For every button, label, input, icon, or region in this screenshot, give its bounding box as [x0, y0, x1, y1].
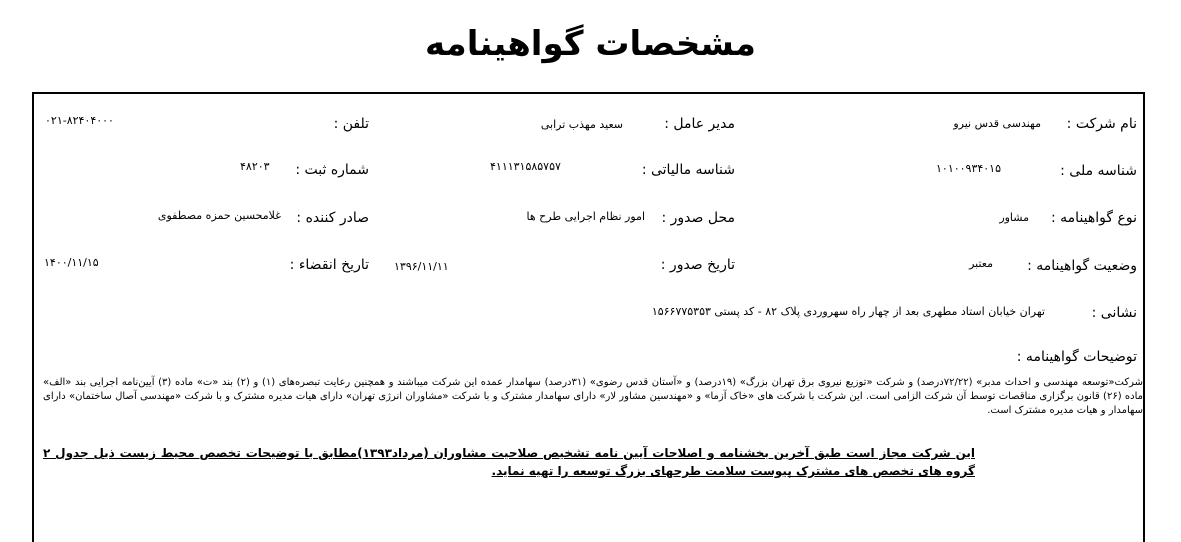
issue-place-value: امور نظام اجرایی طرح ها	[526, 210, 645, 223]
issuer-label: صادر کننده :	[296, 210, 369, 226]
expiry-date-label: تاریخ انقضاء :	[289, 257, 369, 273]
issue-place-label: محل صدور :	[661, 210, 735, 226]
description-bold-note: این شرکت مجاز است طبق آخرین بخشنامه و اصلاحات آیین نامه تشخیص صلاحیت مشاوران (مرداد۱۳۹۳)مطابق با توضیحات تخصص محیط زیست ذیل جدول ۲ گروه های تخصص های مشترک پیوست سلامت طرحهای بزرگ توسعه را تهیه نماید.	[43, 446, 975, 478]
description-label: توضیحات گواهینامه :	[1016, 349, 1137, 365]
registration-number-label: شماره ثبت :	[295, 162, 369, 178]
national-id-value: ۱۰۱۰۰۹۳۴۰۱۵	[936, 162, 1001, 175]
certificate-type-label: نوع گواهینامه :	[1051, 210, 1137, 226]
issue-date-label: تاریخ صدور :	[660, 257, 735, 273]
national-id-label: شناسه ملی :	[1060, 163, 1137, 179]
issue-date-value: ۱۳۹۶/۱۱/۱۱	[394, 260, 449, 273]
company-name-value: مهندسی قدس نیرو	[953, 117, 1041, 130]
tax-id-label: شناسه مالیاتی :	[641, 162, 735, 178]
certificate-status-value: معتبر	[969, 257, 993, 270]
page-title: مشخصات گواهینامه	[425, 24, 756, 64]
address-label: نشانی :	[1091, 305, 1137, 321]
certificate-status-label: وضعیت گواهینامه :	[1027, 258, 1137, 274]
expiry-date-value: ۱۴۰۰/۱۱/۱۵	[44, 256, 99, 269]
tax-id-value: ۴۱۱۱۳۱۵۸۵۷۵۷	[490, 160, 561, 173]
phone-label: تلفن :	[333, 116, 369, 132]
ceo-value: سعید مهذب ترابی	[540, 118, 623, 131]
company-name-label: نام شرکت :	[1066, 116, 1137, 132]
address-value: تهران خیابان استاد مطهری بعد از چهار راه سهروردی پلاک ۸۲ - کد پستی ۱۵۶۶۷۷۵۳۵۳	[651, 305, 1045, 318]
description-body: شرکت«توسعه مهندسی و احداث مدبر» (۷۲/۲۲درصد) و شرکت «توزیع نیروی برق تهران بزرگ» (۱۹درصد) و «آستان قدس رضوی» (۳۱درصد) سهامدار عمده این شرکت میباشند و همچنین رعایت تبصره‌های (۱) و (۲) بند «ت» ماده (۳) آیین‌نامه اجرایی بند «الف» ماده (۲۶) قانون برگزاری مناقصات توسط آن شرکت الزامی است. این شرکت با شرکت های «خاک آزما» و «مهندسین مشاور لار» دارای سهامدار مشترک و با شرکت «مشاوران انرژی تهران» دارای هیات مدیره مشترک و با شرکت «مهندسی آصال ساختمان» دارای سهامدار و هیات مدیره مشترک است.	[43, 377, 1143, 416]
ceo-label: مدیر عامل :	[664, 116, 735, 132]
phone-value: ۰۲۱-۸۲۴۰۴۰۰۰	[45, 114, 114, 127]
issuer-value: غلامحسین حمزه مصطفوی	[157, 209, 281, 222]
registration-number-value: ۴۸۲۰۳	[240, 160, 270, 173]
certificate-type-value: مشاور	[999, 211, 1029, 224]
